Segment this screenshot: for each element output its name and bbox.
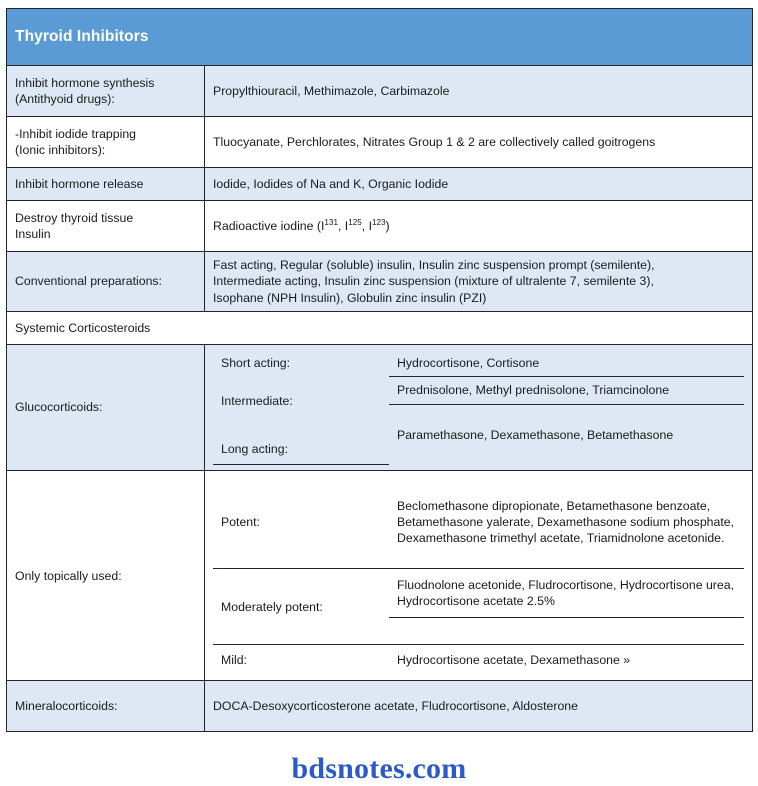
topical-potency-moderately-potent: Moderately potent:	[213, 569, 389, 645]
isotope-125: 125	[348, 217, 362, 227]
isotope-123: 123	[371, 217, 386, 227]
subrow	[213, 476, 744, 569]
subrow	[213, 350, 744, 377]
topical-drugs-moderately-potent-overflow	[389, 618, 744, 645]
table-row	[7, 117, 753, 168]
section-heading-systemic-corticosteroids: Systemic Corticosteroids	[7, 312, 753, 345]
row-value-destroy-tissue: Radioactive iodine ($I^{131}$, $I^{125}$, $I^{123}$)	[205, 201, 753, 252]
subrow	[213, 569, 744, 618]
row-value-conventional-preparations	[205, 252, 753, 312]
isotope-131: 131	[324, 217, 338, 227]
value-line-1: Fast acting, Regular (soluble) insulin, Insulin zinc suspension prompt (semilente),	[213, 258, 655, 272]
row-label-mineralocorticoids: Mineralocorticoids:	[7, 681, 205, 732]
topical-drugs-potent: Beclomethasone dipropionate, Betamethasone benzoate, Betamethasone yalerate, Dexamethasone sodium phosphate, Dexamethasone trimethyl acetate, Triamidnolone acetonide.	[389, 476, 744, 569]
row-value-hormone-release: Iodide, Iodides of Na and K, Organic Iodide	[205, 168, 753, 201]
label-line-2: Insulin	[15, 227, 51, 241]
duration-short-acting: Short acting:	[221, 356, 291, 371]
label-line-1: Inhibit hormone synthesis	[15, 75, 155, 90]
value-line-3: Isophane (NPH Insulin), Globulin zinc insulin (PZI)	[213, 290, 487, 305]
topical-potency-potent: Potent:	[213, 476, 389, 569]
page-title: Thyroid Inhibitors	[7, 9, 753, 66]
thyroid-inhibitors-table	[6, 8, 753, 732]
table-row	[7, 471, 753, 681]
row-label-hormone-synthesis	[7, 66, 205, 117]
glucocorticoid-drugs-intermediate: Prednisolone, Methyl prednisolone, Triamcinolone	[389, 377, 744, 404]
row-label-glucocorticoids: Glucocorticoids:	[7, 345, 205, 471]
label-line-1: Destroy thyroid tissue	[15, 210, 134, 225]
row-value-mineralocorticoids: DOCA-Desoxycorticosterone acetate, Fludrocortisone, Aldosterone	[205, 681, 753, 732]
topical-potency-mild: Mild:	[221, 653, 247, 668]
duration-intermediate: Intermediate:	[221, 394, 293, 409]
table-row	[7, 201, 753, 252]
glucocorticoid-duration-labels	[213, 350, 389, 465]
glucocorticoid-drugs-short-acting: Hydrocortisone, Cortisone	[389, 350, 744, 377]
row-label-destroy-tissue	[7, 201, 205, 252]
glucocorticoids-subtable	[213, 350, 744, 465]
duration-long-acting: Long acting:	[221, 442, 289, 457]
site-watermark: bdsnotes.com	[291, 752, 467, 786]
glucocorticoid-drugs-long-acting: Paramethasone, Dexamethasone, Betamethasone	[397, 427, 674, 442]
table-row	[7, 681, 753, 732]
row-value-hormone-synthesis: Propylthiouracil, Methimazole, Carbimazole	[205, 66, 753, 117]
table-row	[7, 252, 753, 312]
row-label-conventional-preparations: Conventional preparations:	[7, 252, 205, 312]
glucocorticoids-subtable-cell	[205, 345, 753, 471]
table-row	[7, 345, 753, 471]
label-line-2: (Antithyoid drugs):	[15, 92, 115, 106]
topical-drugs-mild: Hydrocortisone acetate, Dexamethasone »	[397, 653, 631, 668]
table-header-row	[7, 9, 753, 66]
row-value-iodide-trapping: Tluocyanate, Perchlorates, Nitrates Group 1 & 2 are collectively called goitrogens	[205, 117, 753, 168]
subrow	[213, 645, 744, 676]
row-label-iodide-trapping	[7, 117, 205, 168]
row-label-topically-used: Only topically used:	[7, 471, 205, 681]
table-row	[7, 168, 753, 201]
table-row	[7, 66, 753, 117]
table-row	[7, 312, 753, 345]
topical-subtable-cell	[205, 471, 753, 681]
value-line-2: Intermediate acting, Insulin zinc suspension (mixture of ultralente 7, semilente 3),	[213, 274, 654, 289]
row-label-hormone-release: Inhibit hormone release	[7, 168, 205, 201]
radioactive-iodine-text: Radioactive iodine (I	[213, 218, 325, 233]
label-line-1: -Inhibit iodide trapping	[15, 126, 136, 141]
topical-subtable	[213, 476, 744, 675]
topical-drugs-moderately-potent: Fluodnolone acetonide, Fludrocortisone, Hydrocortisone urea, Hydrocortisone acetate 2.5%	[389, 569, 744, 618]
label-line-2: (Ionic inhibitors):	[15, 143, 106, 157]
